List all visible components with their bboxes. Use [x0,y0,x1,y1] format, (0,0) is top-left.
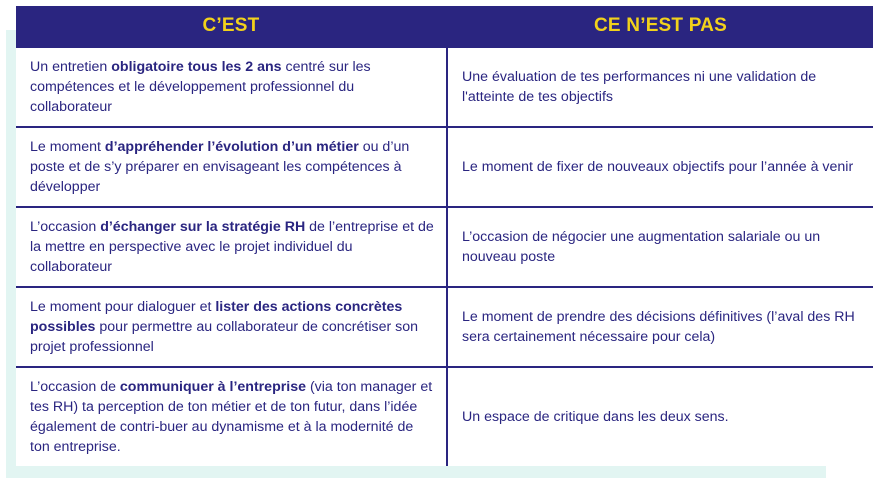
cell-text-pre: L’occasion [30,219,101,235]
cenestpas-cell-1 [448,48,873,126]
cell-text [30,377,434,457]
cell-text [30,137,434,197]
cest-cell-4 [16,288,446,366]
cell-text-bold: obligatoire tous les 2 ans [111,59,282,75]
cell-text-bold: lister des actions concrètes possibles [30,299,403,335]
cenestpas-cell-2 [448,128,873,206]
cell-text: L’occasion de négocier une augmentation salariale ou un nouveau poste [462,229,821,265]
cell-text: Une évaluation de tes performances ni une validation de l'atteinte de tes objectifs [462,69,817,105]
cell-text: Le moment de prendre des décisions définitives (l’aval des RH sera certainement nécessaire pour cela) [462,309,855,345]
cell-text-bold: communiquer à l’entreprise [119,379,306,395]
cell-text [30,217,434,277]
cell-text-pre: Le moment pour dialoguer et [30,299,216,315]
cell-text-bold: d’appréhender l’évolution d’un métier [104,139,359,155]
cell-text [30,57,434,117]
cell-text-post: ou d’un poste et de s’y préparer en envisageant les compétences à développer [30,139,410,195]
cell-text-bold: d’échanger sur la stratégie RH [100,219,306,235]
cell-text-post: de l’entreprise et de la mettre en perspective avec le projet individuel du collaborateur [30,219,434,275]
cell-text-pre: L’occasion de [30,379,120,395]
cell-text-pre: Le moment [30,139,105,155]
cest-cell-1 [16,48,446,126]
cell-text [30,297,434,357]
cell-text: Un espace de critique dans les deux sens. [462,409,729,425]
cell-text-post: (via ton manager et tes RH) ta perception de ton métier et de ton futur, dans l’idée également de contri-buer au dynamisme et à la modernité de ton entreprise. [30,379,433,455]
cell-text: Le moment de fixer de nouveaux objectifs pour l’année à venir [462,159,854,175]
header-ce-nest-pas: CE N’EST PAS [448,6,873,46]
cest-cell-5 [16,368,446,466]
cest-cell-3 [16,208,446,286]
cell-text-pre: Un entretien [30,59,112,75]
cell-text-post: pour permettre au collaborateur de concrétiser son projet professionnel [30,319,418,355]
header-cest: C’EST [16,6,446,46]
cell-text-post: centré sur les compétences et le développement professionnel du collaborateur [30,59,371,115]
cenestpas-cell-3 [448,208,873,286]
cenestpas-cell-4 [448,288,873,366]
cenestpas-cell-5 [448,368,873,466]
cest-cell-2 [16,128,446,206]
comparison-table [16,6,873,466]
